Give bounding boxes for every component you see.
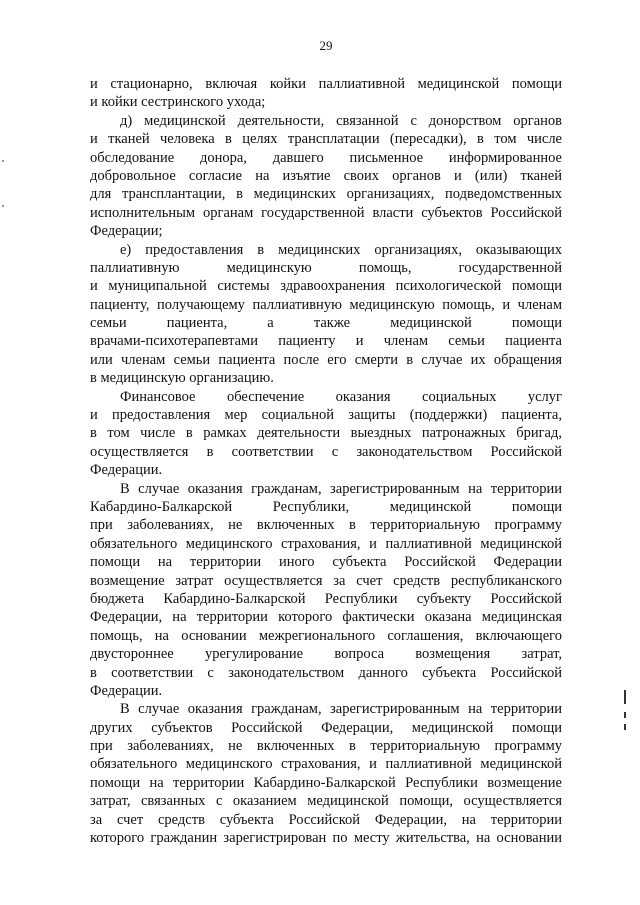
scan-dot bbox=[2, 205, 4, 207]
margin-mark bbox=[624, 690, 626, 704]
text-line: и стационарно, включая койки паллиативной медицинской помощи bbox=[90, 76, 562, 92]
margin-mark bbox=[624, 724, 626, 730]
text-line: при заболеваниях, не включенных в территориальную программу bbox=[90, 738, 562, 755]
text-line: обязательного медицинского страхования, и паллиативной медицинской bbox=[90, 756, 562, 773]
text-line: для трансплантации, в медицинских организациях, подведомственных bbox=[90, 186, 562, 203]
text-line: пациенту, получающему паллиативную медицинскую помощь, и членам bbox=[90, 296, 562, 313]
scan-dot bbox=[2, 160, 4, 162]
text-line: Федерации. bbox=[90, 462, 163, 479]
text-line: в том числе в рамках деятельности выездных патронажных бригад, bbox=[90, 425, 562, 442]
text-line: д) медицинской деятельности, связанной с донорством органов bbox=[120, 112, 562, 129]
text-line: двустороннее урегулирование вопроса возмещения затрат, bbox=[90, 646, 562, 663]
text-line: которого гражданин зарегистрирован по месту жительства, на основании bbox=[90, 830, 562, 847]
body-text bbox=[90, 75, 562, 847]
page-number: 29 bbox=[319, 38, 333, 53]
text-line: при заболеваниях, не включенных в территориальную программу bbox=[90, 517, 562, 534]
text-line: и тканей человека в целях трансплатации (пересадки), в том числе bbox=[90, 131, 562, 148]
text-line: других субъектов Российской Федерации, медицинской помощи bbox=[90, 719, 562, 736]
text-line: обязательного медицинского страхования, и паллиативной медицинской bbox=[90, 535, 562, 552]
text-line: Кабардино-Балкарской Республики, медицинской помощи bbox=[90, 498, 562, 515]
margin-mark bbox=[624, 712, 626, 718]
text-line: затрат, связанных с оказанием медицинской помощи, осуществляется bbox=[90, 793, 562, 810]
text-line: паллиативную медицинскую помощь, государственной bbox=[90, 259, 562, 276]
text-line: в соответствии с законодательством данного субъекта Российской bbox=[90, 664, 562, 681]
text-line: В случае оказания гражданам, зарегистрированным на территории bbox=[120, 701, 562, 718]
text-line: В случае оказания гражданам, зарегистрированным на территории bbox=[120, 480, 562, 497]
text-line: бюджета Кабардино-Балкарской Республики субъекту Российской bbox=[90, 590, 562, 607]
text-line: Федерации. bbox=[90, 682, 163, 699]
text-line: за счет средств субъекта Российской Федерации, на территории bbox=[90, 811, 562, 828]
text-line: и койки сестринского ухода; bbox=[90, 94, 266, 111]
text-line: обследование донора, давшего письменное информированное bbox=[90, 149, 562, 166]
text-line: врачами-психотерапевтами пациенту и членам семьи пациента bbox=[90, 333, 562, 350]
text-line: добровольное согласие на изъятие своих органов и (или) тканей bbox=[90, 167, 562, 184]
text-line: исполнительным органам государственной власти субъектов Российской bbox=[90, 204, 562, 221]
text-line: и муниципальной системы здравоохранения психологической помощи bbox=[90, 278, 562, 295]
text-line: Финансовое обеспечение оказания социальных услуг bbox=[120, 388, 562, 405]
text-line: семьи пациента, а также медицинской помощи bbox=[90, 315, 562, 332]
text-line: помощи на территории иного субъекта Российской Федерации bbox=[90, 554, 562, 571]
text-line: е) предоставления в медицинских организациях, оказывающих bbox=[120, 241, 562, 258]
text-line: возмещение затрат осуществляется за счет средств республиканского bbox=[90, 572, 562, 589]
text-line: помощи на территории Кабардино-Балкарской Республики возмещение bbox=[90, 774, 562, 791]
text-line: и предоставления мер социальной защиты (поддержки) пациента, bbox=[90, 407, 562, 424]
text-line: Федерации; bbox=[90, 223, 163, 240]
text-line: в медицинскую организацию. bbox=[90, 370, 274, 387]
text-line: осуществляется в соответствии с законодательством Российской bbox=[90, 443, 562, 460]
text-line: или членам семьи пациента после его смерти в случае их обращения bbox=[90, 351, 562, 368]
text-line: помощь, на основании межрегионального соглашения, включающего bbox=[90, 627, 562, 644]
text-line: Федерации, на территории которого фактически оказана медицинская bbox=[90, 609, 562, 626]
